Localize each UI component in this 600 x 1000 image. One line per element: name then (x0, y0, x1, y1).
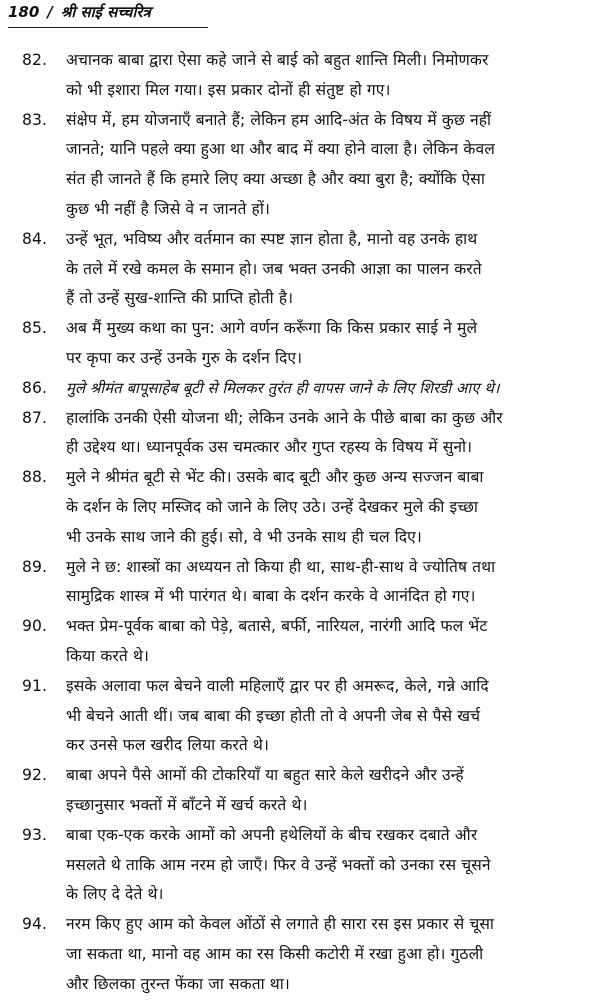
verse-number: 89. (22, 557, 48, 576)
verse-line: मुले ने श्रीमंत बूटी से भेंट की। उसके बाद बूटी और कुछ अन्य सज्जन बाबा (66, 468, 484, 487)
verse-line: भी बेचने आती थीं। जब बाबा की इच्छा होती तो वे अपनी जेब से पैसे खर्च (66, 706, 481, 725)
verse-line: कर उनसे फल खरीद लिया करते थे। (66, 736, 269, 755)
verse-line: इसके अलावा फल बेचने वाली महिलाएँ द्वार पर ही अमरूद, केले, गन्ने आदि (66, 676, 489, 695)
verse-number: 94. (22, 915, 48, 934)
verse-number: 91. (22, 676, 48, 695)
verse-line: के लिए दे देते थे। (66, 885, 164, 904)
verse-line: अब मैं मुख्य कथा का पुन: आगे वर्णन करूँगा कि किस प्रकार साई ने मुले (66, 319, 478, 338)
verse-line: ही उद्देश्य था। ध्यानपूर्वक उस चमत्कार और गुप्त रहस्य के विषय में सुनो। (66, 438, 473, 457)
verse-number: 93. (22, 825, 48, 844)
verse-number: 88. (22, 468, 48, 487)
verse (22, 761, 592, 821)
verse (22, 463, 592, 552)
verse (22, 821, 592, 910)
verse-line: संक्षेप में, हम योजनाएँ बनाते हैं; लेकिन हम आदि-अंत के विषय में कुछ नहीं (66, 110, 492, 129)
verse (22, 314, 592, 374)
book-title: श्री साई सच्चरित्र (60, 3, 151, 21)
verse (22, 672, 592, 761)
verse-line: नरम किए हुए आम को केवल ओंठों से लगाते ही सारा रस इस प्रकार से चूसा (66, 915, 495, 934)
verse-line: बाबा एक-एक करके आमों को अपनी हथेलियों के बीच रखकर दबाते और (66, 825, 478, 844)
verse-line: सामुद्रिक शास्त्र में भी पारंगत थे। बाबा के दर्शन करके वे आनंदित हो गए। (66, 587, 476, 606)
verse-number: 84. (22, 229, 48, 248)
verse-line: भक्त प्रेम-पूर्वक बाबा को पेड़े, बतासे, बर्फी, नारियल, नारंगी आदि फल भेंट (66, 617, 488, 636)
verse-line: जा सकता था, मानो वह आम का रस किसी कटोरी में रखा हुआ हो। गुठली (66, 944, 484, 963)
verse (22, 553, 592, 613)
verse (22, 106, 592, 225)
verse-line: इच्छानुसार भक्तों में बाँटने में खर्च करते थे। (66, 795, 308, 814)
verse-number: 85. (22, 319, 48, 338)
verse-line: अचानक बाबा द्वारा ऐसा कहे जाने से बाई को बहुत शान्ति मिली। निमोणकर (66, 51, 489, 69)
verse-line: किया करते थे। (66, 646, 150, 665)
verse-line: संत ही जानते हैं कि हमारे लिए क्या अच्छा है और क्या बुरा है; क्योंकि ऐसा (66, 170, 485, 189)
verse-number: 87. (22, 408, 48, 427)
verse-line: के दर्शन के लिए मस्जिद को जाने के लिए उठे। उन्हें देखकर मुले की इच्छा (66, 497, 479, 516)
verse-line: मुले श्रीमंत बापूसाहेब बूटी से मिलकर तुरंत ही वापस जाने के लिए शिरडी आए थे। (66, 379, 500, 397)
verse (22, 46, 592, 106)
running-header (8, 2, 208, 26)
header-rule (8, 27, 208, 28)
page-number: 180 (8, 3, 40, 21)
verse-number: 90. (22, 617, 48, 636)
verse-line: को भी इशारा मिल गया। इस प्रकार दोनों ही संतुष्ट हो गए। (66, 80, 391, 99)
verse-number: 86. (22, 378, 48, 397)
header-separator: / (47, 3, 53, 21)
verse-list (22, 46, 592, 1000)
verse-number: 92. (22, 766, 48, 785)
verse-line: हालांकि उनकी ऐसी योजना थी; लेकिन उनके आने के पीछे बाबा का कुछ और (66, 408, 503, 427)
verse-line: कुछ भी नहीं है जिसे वे न जानते हों। (66, 199, 270, 218)
verse (22, 225, 592, 314)
verse (22, 612, 592, 672)
verse-line: बाबा अपने पैसे आमों की टोकरियाँ या बहुत सारे केले खरीदने और उन्हें (66, 766, 464, 785)
verse-line: भी उनके साथ जाने की हुई। सो, वे भी उनके साथ ही चल दिए। (66, 527, 422, 546)
verse-line: और छिलका तुरन्त फेंका जा सकता था। (66, 974, 290, 993)
verse-line: पर कृपा कर उन्हें उनके गुरु के दर्शन दिए। (66, 348, 303, 367)
verse-line: उन्हें भूत, भविष्य और वर्तमान का स्पष्ट ज्ञान होता है, मानो वह उनके हाथ (66, 229, 478, 248)
verse-line: मुले ने छ: शास्त्रों का अध्ययन तो किया ही था, साथ-ही-साथ वे ज्योतिष तथा (66, 557, 496, 576)
verse (22, 374, 592, 404)
verse-number: 83. (22, 110, 48, 129)
verse (22, 404, 592, 464)
verse-line: मसलते थे ताकि आम नरम हो जाएँ। फिर वे उन्हें भक्तों को उनका रस चूसने (66, 855, 491, 874)
verse-line: के तले में रखे कमल के समान हो। जब भक्त उनकी आज्ञा का पालन करते (66, 259, 482, 278)
verse (22, 910, 592, 999)
verse-line: हैं तो उन्हें सुख-शान्ति की प्राप्ति होती है। (66, 289, 294, 308)
verse-number: 82. (22, 51, 48, 69)
verse-line: जानते; यानि पहले क्या हुआ था और बाद में क्या होने वाला है। लेकिन केवल (66, 140, 495, 159)
